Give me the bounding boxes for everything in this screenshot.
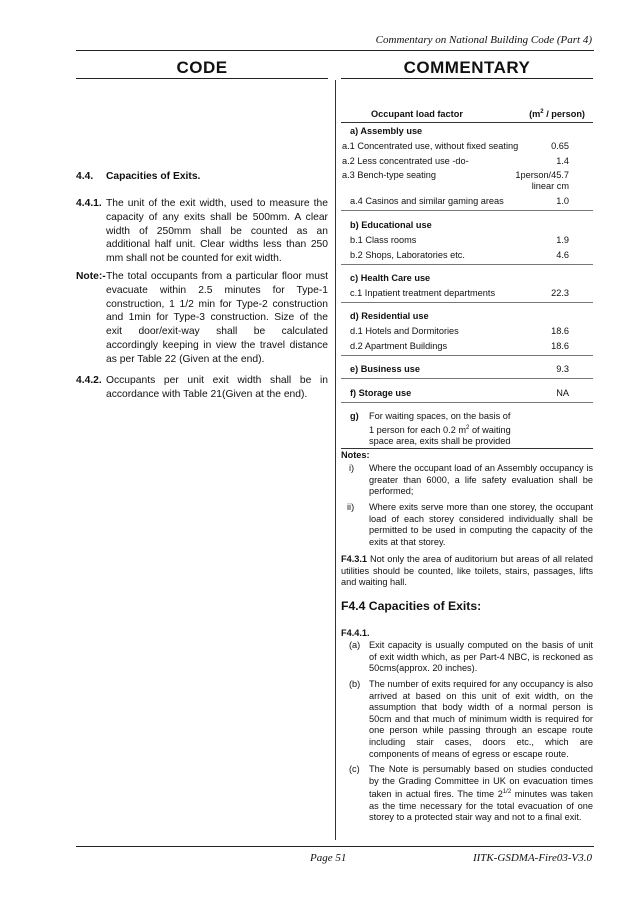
table-row-a1: a.1 Concentrated use, without fixed seating 0.65 — [342, 141, 569, 151]
f441-c-label: (c) — [349, 764, 360, 774]
table-header — [341, 109, 593, 123]
f431-number: F4.3.1 — [341, 554, 368, 564]
note-ii-number: ii) — [347, 502, 355, 512]
table-section-c: c) Health Care use — [350, 273, 431, 283]
f441-a-text: Exit capacity is usually computed on the basis of unit of exit width which, as per Part-4 NBC, is reckoned as 50cms(approx. 20 inches). — [369, 640, 593, 674]
f441-b-text: The number of exits required for any occupancy is also arrived at based on this unit of exit width, on the assumption that body width of a normal person is 50cm and that much of minimum width is required for one person while passing through an escape route including stair cases, doors etc., which are components of means of egress or escape route. — [369, 679, 593, 759]
commentary-column — [341, 106, 593, 846]
document-id: IITK-GSDMA-Fire03-V3.0 — [472, 852, 592, 864]
table-section-b: b) Educational use — [350, 220, 432, 230]
section-4-4-title: Capacities of Exits. — [106, 171, 201, 182]
section-4-4-number: 4.4. — [76, 171, 94, 182]
table-row-a3: a.3 Bench-type seating 1person/45.7 linear cm — [342, 170, 569, 191]
table-row-b1: b.1 Class rooms 1.9 — [350, 235, 569, 245]
table-rule — [341, 402, 593, 403]
section-4-4-1-number: 4.4.1. — [76, 198, 102, 209]
table-section-a: a) Assembly use — [350, 126, 423, 136]
note-ii-text: Where exits serve more than one storey, the occupant load of each storey considered individually shall be permitted to be used in computing the capacity of the exits at that storey. — [369, 502, 593, 547]
f441-b-label: (b) — [349, 679, 361, 689]
table-header-unit: ($m^2$ / person) — [529, 109, 585, 120]
code-column-title: CODE — [176, 58, 228, 77]
table-rule — [341, 355, 593, 356]
commentary-column-title: COMMENTARY — [403, 58, 531, 77]
table-section-f: f) Storage use NA — [350, 388, 569, 398]
section-4-4-1-text: The unit of the exit width, used to measure the capacity of any exits shall be 500mm. A clear width of 250mm shall be counted as an additional half unit. Clear widths less than 250 mm shall not be counted for exit width. — [106, 198, 328, 265]
table-row-d2: d.2 Apartment Buildings 18.6 — [350, 341, 569, 351]
table-row-d1: d.1 Hotels and Dormitories 18.6 — [350, 326, 569, 336]
f441-number: F4.4.1. — [341, 628, 370, 638]
code-title-rule — [76, 78, 328, 79]
note-label: Note:- — [76, 271, 106, 282]
note-text: The total occupants from a particular floor must evacuate within 2.5 minutes for Type-1 construction, 1 1/2 min for Type-2 construction and 1min for Type-3 construction. Size of the exit door/exit-way shall be calculated accordingly keeping in view the travel distance as per Table 22 (Given at the end). — [106, 271, 328, 365]
page-number: Page 51 — [310, 852, 347, 864]
note-i-number: i) — [349, 463, 355, 473]
table-row-g: g) For waiting spaces, on the basis of 1 person for each 0.2 $m^2$ of waiting space area, exits shall be provided — [350, 411, 511, 447]
running-header: Commentary on National Building Code (Part 4) — [375, 34, 592, 46]
f431-text: Not only the area of auditorium but areas of all related utilities should be counted, like toilets, stairs, passages, lifts and waiting hall. — [341, 554, 593, 588]
table-row-b2: b.2 Shops, Laboratories etc. 4.6 — [350, 250, 569, 260]
code-column — [76, 170, 328, 590]
f431-paragraph — [341, 554, 593, 589]
commentary-title-rule — [341, 78, 593, 79]
table-header-label: Occupant load factor — [371, 109, 463, 119]
table-row-c1: c.1 Inpatient treatment departments 22.3 — [350, 288, 569, 298]
notes-title: Notes: — [341, 450, 370, 460]
table-row-a2: a.2 Less concentrated use -do- 1.4 — [342, 156, 569, 166]
section-4-4-2-text: Occupants per unit exit width shall be in accordance with Table 21(Given at the end). — [106, 375, 328, 400]
table-section-d: d) Residential use — [350, 311, 429, 321]
section-4-4-2-number: 4.4.2. — [76, 375, 102, 386]
footer-rule — [76, 846, 594, 847]
header-rule — [76, 50, 594, 51]
table-rule — [341, 210, 593, 211]
note-i-text: Where the occupant load of an Assembly occupancy is greater than 6000, a life safety evaluation shall be performed; — [369, 463, 593, 497]
column-divider — [335, 80, 336, 840]
table-bottom-rule — [341, 448, 593, 449]
table-rule — [341, 264, 593, 265]
table-rule — [341, 302, 593, 303]
f441-c-text: The Note is persumably based on studies conducted by the Grading Committee in UK on evacuation times taken in actual fires. The time $2^{1/2}$ minutes was taken as the time necessary for the total evacuation of one storey to a protected stair way and not to a final exit. — [369, 764, 593, 823]
table-section-e: e) Business use 9.3 — [350, 364, 569, 374]
table-row-a4: a.4 Casinos and similar gaming areas 1.0 — [350, 196, 569, 206]
f441-a-label: (a) — [349, 640, 361, 650]
table-rule — [341, 378, 593, 379]
table-header-rule — [341, 122, 593, 123]
f44-heading: F4.4 Capacities of Exits: — [341, 599, 482, 613]
